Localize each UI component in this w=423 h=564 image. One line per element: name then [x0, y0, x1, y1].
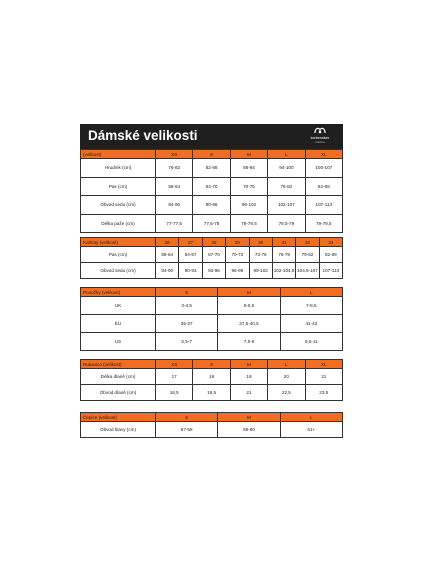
- row-label: EU: [81, 315, 156, 333]
- table-cell: 88-94: [230, 159, 267, 178]
- table-row: [81, 177, 343, 196]
- table-cell: 82-89: [319, 247, 342, 263]
- header-size-cell: XL: [305, 150, 342, 159]
- row-label: Délka dlaně (cm): [81, 369, 156, 385]
- table-cell: 19,5: [193, 385, 230, 401]
- table-cell: 9,5-11: [280, 333, 342, 351]
- row-label: Obvod dlaně (cm): [81, 385, 156, 401]
- header-size-cell: XL: [305, 360, 342, 369]
- table-cell: 79-82: [296, 247, 319, 263]
- table-row: [81, 369, 343, 385]
- row-label: Pas (cm): [81, 177, 156, 196]
- header-category-label: Kalhoty (velikost): [81, 238, 156, 247]
- header-size-cell: 28: [202, 238, 225, 247]
- table-cell: 107-113: [319, 263, 342, 279]
- table-cell: 59-60: [218, 422, 280, 438]
- table-cell: 77-77,5: [156, 214, 193, 233]
- table-cell: 93-96: [202, 263, 225, 279]
- table-row: [81, 333, 343, 351]
- table-cell: 58-64: [156, 177, 193, 196]
- table-cell: 90-93: [179, 263, 202, 279]
- table-cell: 100-107: [305, 159, 342, 178]
- header-size-cell: 26: [156, 238, 179, 247]
- table-row: [81, 263, 343, 279]
- table-cell: 104,5-107: [296, 263, 319, 279]
- page-title: Dámské velikosti: [88, 128, 198, 143]
- row-label: UK: [81, 297, 156, 315]
- table-cell: 70-73: [226, 247, 249, 263]
- table-cell: 41-43: [280, 315, 342, 333]
- table-cell: 82-89: [305, 177, 342, 196]
- header-size-cell: 33: [319, 238, 342, 247]
- brand-logo: [303, 127, 337, 146]
- header-size-cell: S: [156, 288, 218, 297]
- header-size-cell: S: [193, 360, 230, 369]
- table-cell: 107-113: [305, 196, 342, 215]
- table-cell: 99-102: [249, 263, 272, 279]
- table-cell: 67-70: [202, 247, 225, 263]
- header-size-cell: M: [230, 150, 267, 159]
- header-size-cell: 30: [249, 238, 272, 247]
- chart-header: [80, 124, 343, 149]
- tops-size-table: [80, 149, 343, 233]
- table-cell: 76-82: [156, 159, 193, 178]
- header-size-cell: L: [268, 360, 305, 369]
- table-cell: 58-64: [156, 247, 179, 263]
- header-size-cell: L: [280, 288, 342, 297]
- table-cell: 19: [230, 369, 267, 385]
- table-cell: 18,5: [156, 385, 193, 401]
- row-label: Obvod sedu (cm): [81, 196, 156, 215]
- table-cell: 7,5-9: [218, 333, 280, 351]
- table-cell: 3-4,5: [156, 297, 218, 315]
- header-size-cell: XS: [156, 150, 193, 159]
- table-cell: 7-8,5: [280, 297, 342, 315]
- header-category-label: Čepice (velikost): [81, 413, 156, 422]
- table-row: [81, 385, 343, 401]
- table-cell: 20: [268, 369, 305, 385]
- table-header-row: [81, 238, 343, 247]
- table-cell: 82-88: [193, 159, 230, 178]
- table-row: [81, 422, 343, 438]
- table-cell: 35-37: [156, 315, 218, 333]
- header-category-label: (velikost): [81, 150, 156, 159]
- table-cell: 90-96: [193, 196, 230, 215]
- table-cell: 78,5-79: [268, 214, 305, 233]
- header-size-cell: 32: [296, 238, 319, 247]
- table-cell: 77,5-78: [193, 214, 230, 233]
- brand-subtitle: merino: [315, 140, 325, 144]
- table-row: [81, 196, 343, 215]
- header-category-label: Rukavice (velikost): [81, 360, 156, 369]
- hats-size-table: [80, 412, 343, 438]
- table-cell: 37,5-40,5: [218, 315, 280, 333]
- table-cell: 23,5: [305, 385, 342, 401]
- brand-name: icebreaker: [310, 135, 330, 140]
- pants-size-table: [80, 237, 343, 279]
- table-cell: 21: [230, 385, 267, 401]
- row-label: Hrudník (cm): [81, 159, 156, 178]
- table-cell: 5-6,5: [218, 297, 280, 315]
- header-size-cell: M: [218, 413, 280, 422]
- table-cell: 64-67: [179, 247, 202, 263]
- table-cell: 5,5-7: [156, 333, 218, 351]
- header-size-cell: 29: [226, 238, 249, 247]
- icebreaker-ram-logo-icon: [314, 127, 326, 135]
- header-category-label: Ponožky (velikost): [81, 288, 156, 297]
- table-cell: 96-99: [226, 263, 249, 279]
- table-cell: 84-90: [156, 263, 179, 279]
- table-cell: 22,5: [268, 385, 305, 401]
- table-header-row: [81, 360, 343, 369]
- table-cell: 17: [156, 369, 193, 385]
- table-cell: 21: [305, 369, 342, 385]
- table-cell: 102-107: [268, 196, 305, 215]
- table-cell: 61+: [280, 422, 342, 438]
- table-row: [81, 247, 343, 263]
- table-cell: 73-76: [249, 247, 272, 263]
- table-row: [81, 315, 343, 333]
- table-cell: 96-102: [230, 196, 267, 215]
- header-size-cell: XS: [156, 360, 193, 369]
- row-label: US: [81, 333, 156, 351]
- table-row: [81, 159, 343, 178]
- header-size-cell: M: [230, 360, 267, 369]
- table-cell: 102-104,5: [272, 263, 295, 279]
- table-cell: 70-76: [230, 177, 267, 196]
- table-cell: 57-58: [156, 422, 218, 438]
- socks-size-table: [80, 287, 343, 351]
- table-cell: 84-90: [156, 196, 193, 215]
- header-size-cell: M: [218, 288, 280, 297]
- table-cell: 79-79,5: [305, 214, 342, 233]
- table-cell: 64-70: [193, 177, 230, 196]
- row-label: Obvod sedu (cm): [81, 263, 156, 279]
- table-cell: 76-79: [272, 247, 295, 263]
- header-size-cell: 27: [179, 238, 202, 247]
- gloves-size-table: [80, 359, 343, 401]
- header-size-cell: L: [280, 413, 342, 422]
- header-size-cell: S: [193, 150, 230, 159]
- row-label: Obvod hlavy (cm): [81, 422, 156, 438]
- row-label: Pas (cm): [81, 247, 156, 263]
- table-row: [81, 214, 343, 233]
- table-header-row: [81, 413, 343, 422]
- row-label: Délka paže (cm): [81, 214, 156, 233]
- table-header-row: [81, 288, 343, 297]
- header-size-cell: 31: [272, 238, 295, 247]
- header-size-cell: S: [156, 413, 218, 422]
- header-size-cell: L: [268, 150, 305, 159]
- table-cell: 78-78,5: [230, 214, 267, 233]
- table-cell: 94-100: [268, 159, 305, 178]
- table-header-row: [81, 150, 343, 159]
- table-cell: 18: [193, 369, 230, 385]
- table-row: [81, 297, 343, 315]
- table-cell: 76-82: [268, 177, 305, 196]
